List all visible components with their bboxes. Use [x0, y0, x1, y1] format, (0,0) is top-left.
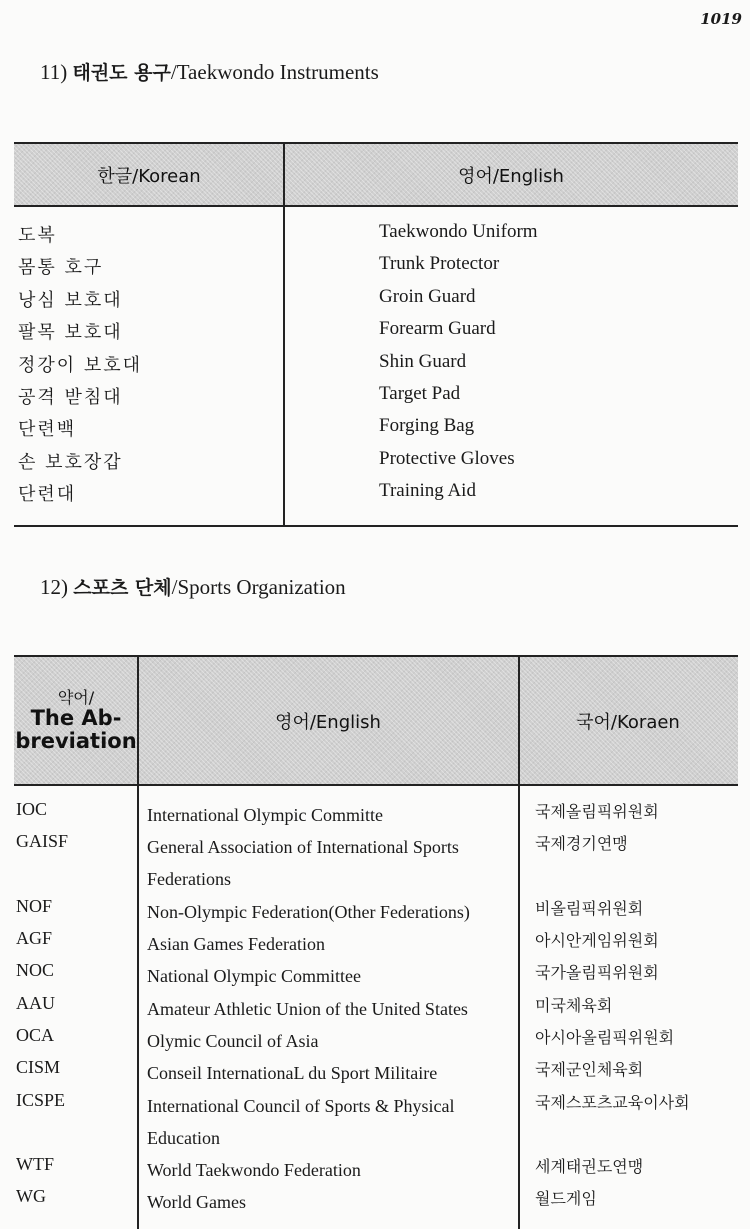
korean-term: 단련대: [18, 484, 77, 506]
korean-term: 팔목 보호대: [18, 322, 123, 344]
abbreviation: AGF: [16, 928, 53, 949]
abbreviation: NOF: [16, 895, 53, 916]
table-row: [0, 1090, 750, 1155]
header-abbreviation: [14, 657, 138, 785]
korean-term: 몸통 호구: [18, 257, 104, 279]
english-name: Non-Olympic Federation(Other Federations): [147, 901, 470, 922]
table-header: [14, 657, 738, 785]
table-header-rule: [14, 205, 738, 207]
table-bottom-rule: [14, 525, 738, 527]
table-row: [0, 253, 750, 285]
abbreviation: CISM: [16, 1057, 61, 1078]
header-abbr-korean: 약어/: [57, 688, 95, 708]
table-row: [0, 383, 750, 415]
english-term: Forging Bag: [379, 415, 475, 437]
header-english: 영어/English: [275, 712, 381, 733]
korean-term: 정강이 보호대: [18, 354, 143, 376]
korean-name: 국가올림픽위원회: [535, 963, 659, 983]
table-row: [0, 1186, 750, 1218]
section-title-korean: 태권도 용구: [72, 62, 171, 84]
english-name: Asian Games Federation: [147, 934, 325, 955]
table-row: [0, 221, 750, 253]
korean-name: 월드게임: [535, 1189, 597, 1209]
english-name: World Games: [147, 1192, 247, 1213]
abbreviation: NOC: [16, 960, 55, 981]
english-name: General Association of International Sports Federations: [147, 837, 459, 890]
table-row: [0, 1025, 750, 1057]
english-name: Olymic Council of Asia: [147, 1030, 319, 1051]
table-row: [0, 960, 750, 992]
korean-term: 손 보호장갑: [18, 451, 123, 473]
instrument-list: [0, 221, 750, 513]
table-row: [0, 928, 750, 960]
english-name: Conseil InternationaL du Sport Militaire: [147, 1063, 438, 1084]
table-row: [0, 993, 750, 1025]
korean-name: 국제올림픽위원회: [535, 802, 659, 821]
header-english: 영어/English: [458, 166, 564, 187]
english-name: Amateur Athletic Union of the United States: [147, 998, 468, 1019]
korean-term: 단련백: [18, 419, 77, 441]
table-header: [14, 144, 738, 206]
header-abbr-english-1: The Ab-: [30, 705, 122, 730]
korean-name: 국제군인체육회: [535, 1060, 644, 1080]
english-term: Target Pad: [379, 382, 461, 404]
korean-term: 낭심 보호대: [18, 289, 123, 311]
korean-name: 비올림픽위원회: [535, 898, 644, 918]
table-row: [0, 415, 750, 447]
section-title-korean: 스포츠 단체: [73, 577, 172, 599]
korean-name: 미국체육회: [535, 995, 613, 1015]
abbreviation: GAISF: [16, 831, 69, 852]
organization-list: [0, 799, 750, 1219]
section-title-instruments: [40, 58, 379, 85]
table-row: [0, 351, 750, 383]
table-row: [0, 799, 750, 831]
section-title-english: /Taekwondo Instruments: [170, 60, 379, 84]
table-row: [0, 286, 750, 318]
english-term: Training Aid: [379, 480, 476, 502]
english-term: Forearm Guard: [379, 318, 496, 340]
english-name: International Olympic Committe: [147, 805, 383, 825]
header-korean: 국어/Koraen: [576, 712, 680, 733]
korean-name: 세계태권도연맹: [535, 1157, 644, 1177]
table-row: [0, 448, 750, 480]
english-name: World Taekwondo Federation: [147, 1160, 361, 1181]
abbreviation: ICSPE: [16, 1089, 66, 1110]
table-row: [0, 831, 750, 896]
korean-term: 공격 받침대: [18, 386, 123, 408]
english-term: Shin Guard: [379, 350, 467, 372]
korean-term: 도복: [18, 225, 57, 246]
abbreviation: IOC: [16, 799, 47, 819]
header-abbr-english-2: breviation: [15, 728, 137, 753]
header-korean: 한글/Korean: [97, 166, 201, 187]
korean-name: 아시안게임위원회: [535, 931, 659, 951]
table-row: [0, 1057, 750, 1089]
section-title-organizations: [40, 573, 346, 600]
abbreviation: OCA: [16, 1024, 55, 1045]
section-number: 12): [40, 575, 68, 599]
abbreviation: AAU: [16, 992, 55, 1013]
section-title-english: /Sports Organization: [171, 575, 346, 599]
english-term: Trunk Protector: [379, 253, 500, 275]
english-term: Taekwondo Uniform: [379, 221, 538, 242]
korean-name: 아시아올림픽위원회: [535, 1027, 675, 1047]
abbreviation: WTF: [16, 1154, 54, 1175]
english-term: Protective Gloves: [379, 447, 515, 469]
table-row: [0, 480, 750, 512]
table-row: [0, 896, 750, 928]
korean-name: 국제스포츠교육이사회: [535, 1092, 690, 1112]
table-header-rule: [14, 784, 738, 786]
english-term: Groin Guard: [379, 285, 476, 307]
korean-name: 국제경기연맹: [535, 834, 628, 854]
english-name: National Olympic Committee: [147, 966, 361, 987]
table-row: [0, 1154, 750, 1186]
table-row: [0, 318, 750, 350]
english-name: International Council of Sports & Physical Education: [147, 1095, 455, 1148]
page-number: 1019: [700, 10, 742, 28]
section-number: 11): [40, 60, 68, 84]
abbreviation: WG: [16, 1186, 46, 1207]
